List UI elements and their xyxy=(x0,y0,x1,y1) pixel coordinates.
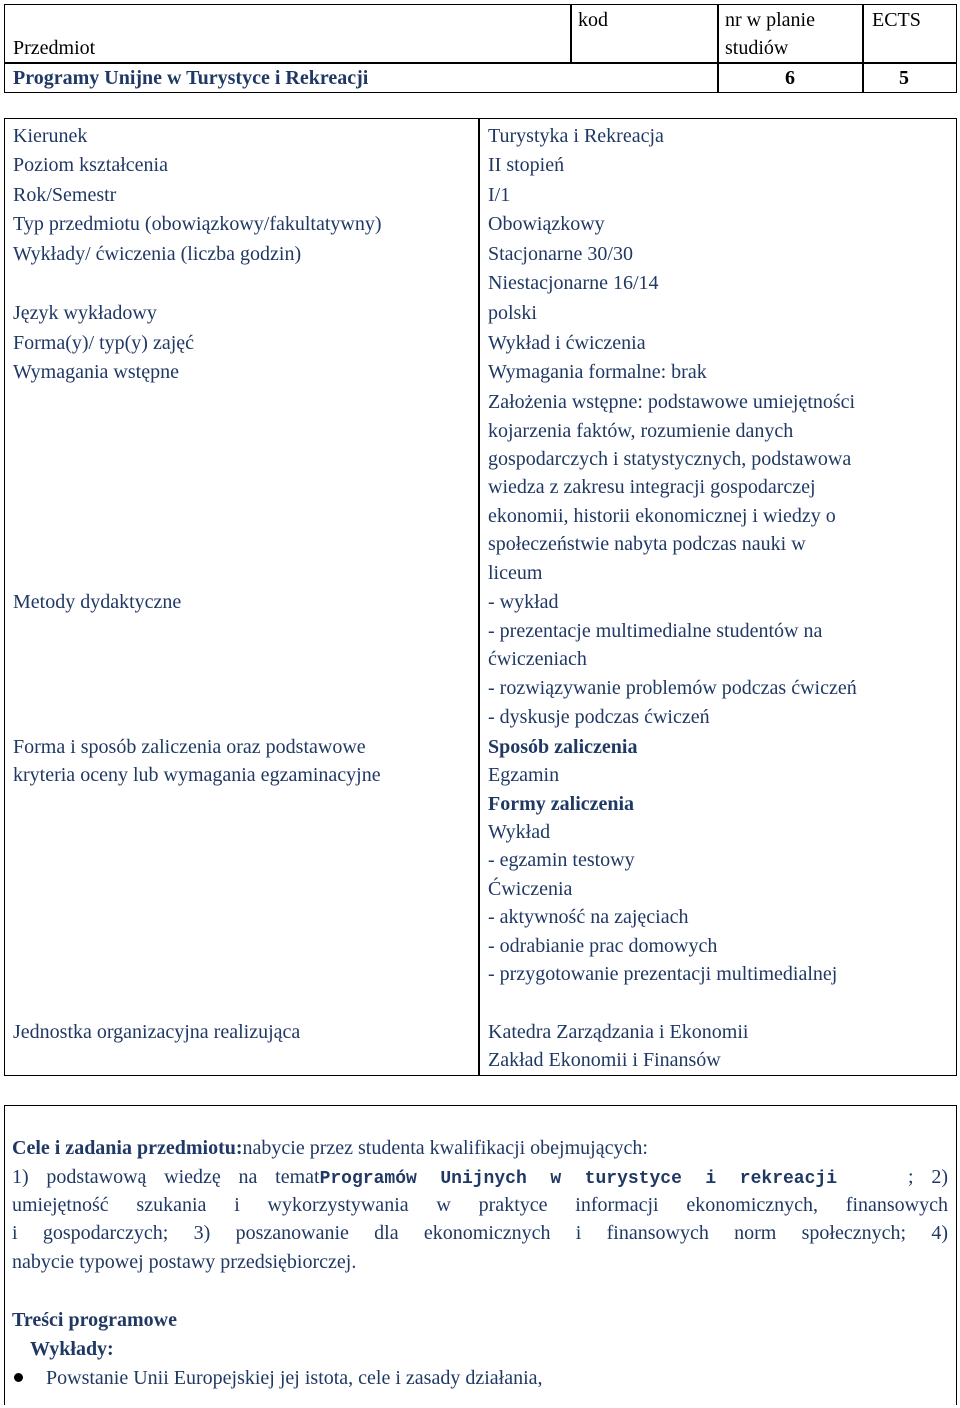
jednostka-label: Jednostka organizacyjna realizująca xyxy=(13,1021,301,1043)
metody-label: Metody dydaktyczne xyxy=(13,591,182,613)
wymagania-line: gospodarczych i statystycznych, podstawowa xyxy=(488,448,852,470)
rok-value: I/1 xyxy=(488,184,511,206)
goals-line-2: umiejętność szukania i wykorzystywania w praktyce informacji ekonomicznych, finansowych xyxy=(12,1194,948,1216)
wymagania-line: Założenia wstępne: podstawowe umiejętności xyxy=(488,391,856,413)
header-col-ects xyxy=(862,4,864,93)
wyklady-label: Wykłady/ ćwiczenia (liczba godzin) xyxy=(13,243,302,265)
kierunek-label: Kierunek xyxy=(13,125,88,147)
formy-line: Ćwiczenia xyxy=(488,878,573,900)
nr-label-line2: studiów xyxy=(725,37,789,59)
goals-line-3: i gospodarczych; 3) poszanowanie dla ekonomicznych i finansowych norm społecznych; 4) xyxy=(12,1222,948,1244)
goals-line-4: nabycie typowej postawy przedsiębiorczej. xyxy=(12,1251,357,1273)
wymagania-label: Wymagania wstępne xyxy=(13,361,179,383)
formy-line: - odrabianie prac domowych xyxy=(488,935,718,957)
zaliczenie-label-line2: kryteria oceny lub wymagania egzaminacyjne xyxy=(13,764,381,786)
wymagania-line: społeczeństwie nabyta podczas nauki w xyxy=(488,533,806,555)
formy-heading: Formy zaliczenia xyxy=(488,793,635,815)
goals-line1-start: 1) podstawową wiedzę na temat xyxy=(12,1166,320,1188)
header-col-nr xyxy=(717,4,719,93)
content-subheading: Wykłady: xyxy=(30,1338,114,1360)
jednostka-line1: Katedra Zarządzania i Ekonomii xyxy=(488,1021,749,1043)
bullet-icon xyxy=(14,1373,23,1382)
sposob-value: Egzamin xyxy=(488,764,560,786)
nr-value: 6 xyxy=(785,67,795,89)
nr-label-line1: nr w planie xyxy=(725,9,815,31)
metody-line: - rozwiązywanie problemów podczas ćwiczeń xyxy=(488,677,857,699)
zaliczenie-label-line1: Forma i sposób zaliczenia oraz podstawowe xyxy=(13,736,366,758)
rok-label: Rok/Semestr xyxy=(13,184,117,206)
wymagania-line: wiedza z zakresu integracji gospodarczej xyxy=(488,476,816,498)
goals-intro: nabycie przez studenta kwalifikacji obejmujących: xyxy=(242,1137,648,1159)
goals-line1-bold: Programów Unijnych w turystyce i rekreacji xyxy=(319,1169,838,1189)
typ-value: Obowiązkowy xyxy=(488,213,605,235)
jezyk-label: Język wykładowy xyxy=(13,302,157,324)
typ-label: Typ przedmiotu (obowiązkowy/fakultatywny) xyxy=(13,213,382,235)
content-heading: Treści programowe xyxy=(12,1309,177,1331)
wyklady-value-stacjonarne: Stacjonarne 30/30 xyxy=(488,243,633,265)
wymagania-line: Wymagania formalne: brak xyxy=(488,361,707,383)
ects-value: 5 xyxy=(899,67,909,89)
metody-line: - wykład xyxy=(488,591,559,613)
kod-label: kod xyxy=(578,9,608,31)
forma-value: Wykład i ćwiczenia xyxy=(488,332,646,354)
formy-line: Wykład xyxy=(488,821,551,843)
wymagania-line: ekonomii, historii ekonomicznej i wiedzy o xyxy=(488,505,836,527)
course-name: Programy Unijne w Turystyce i Rekreacji xyxy=(13,67,369,89)
formy-line: - egzamin testowy xyxy=(488,849,635,871)
wymagania-line: liceum xyxy=(488,562,543,584)
poziom-value: II stopień xyxy=(488,154,565,176)
formy-line: - aktywność na zajęciach xyxy=(488,906,689,928)
goals-line1-end: ; 2) xyxy=(908,1166,948,1188)
wymagania-line: kojarzenia faktów, rozumienie danych xyxy=(488,420,794,442)
details-col-divider xyxy=(478,118,480,1076)
formy-line: - przygotowanie prezentacji multimedialnej xyxy=(488,963,838,985)
przedmiot-label: Przedmiot xyxy=(13,37,96,59)
goals-heading: Cele i zadania przedmiotu: xyxy=(12,1137,243,1159)
wyklady-value-niestacjonarne: Niestacjonarne 16/14 xyxy=(488,272,659,294)
goals-line-intro xyxy=(12,1134,648,1162)
forma-label: Forma(y)/ typ(y) zajęć xyxy=(13,332,195,354)
ects-label: ECTS xyxy=(872,9,921,31)
sposob-heading: Sposób zaliczenia xyxy=(488,736,638,758)
metody-line: - dyskusje podczas ćwiczeń xyxy=(488,706,710,728)
metody-line: ćwiczeniach xyxy=(488,648,587,670)
poziom-label: Poziom kształcenia xyxy=(13,154,168,176)
kierunek-value: Turystyka i Rekreacja xyxy=(488,125,664,147)
jezyk-value: polski xyxy=(488,302,537,324)
jednostka-line2: Zakład Ekonomii i Finansów xyxy=(488,1049,721,1071)
content-bullet-item: Powstanie Unii Europejskiej jej istota, cele i zasady działania, xyxy=(46,1367,543,1389)
header-col-kod xyxy=(570,4,572,62)
goals-line-1 xyxy=(12,1163,948,1193)
metody-line: - prezentacje multimedialne studentów na xyxy=(488,620,823,642)
